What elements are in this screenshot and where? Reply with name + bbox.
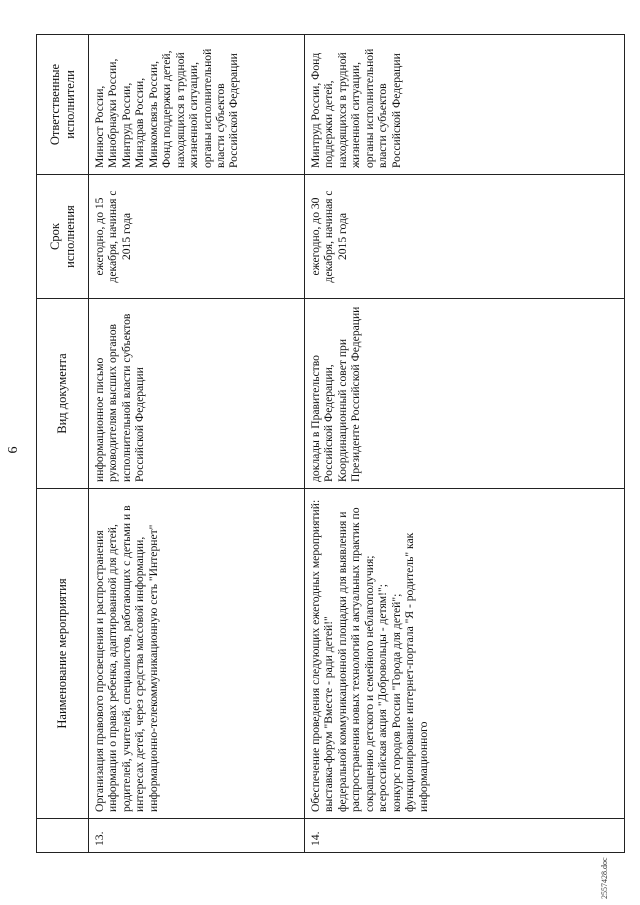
row-name-line: функционирование интернет-портала "Я - родитель" как информационного (403, 532, 430, 812)
table-header-row (37, 35, 89, 853)
header-doc-type: Вид документа (37, 299, 89, 489)
table-row (89, 35, 305, 853)
row-doc-type: доклады в Правительство Российской Федерации, Координационный совет при Президенте Российской Федерации (305, 299, 625, 489)
header-number (37, 819, 89, 853)
document-id: 2557428.doc (600, 857, 609, 899)
header-responsible-line1: Ответственные (48, 63, 62, 146)
action-plan-table (36, 34, 625, 853)
row-name-line: федеральной коммуникационной площадки для выявления и распространения новых технологий и актуальных практик по сокращению детского и семейного неблагополучия; (335, 507, 376, 812)
row-name-line: Обеспечение проведения следующих ежегодных мероприятий: (309, 499, 322, 812)
table-row (305, 35, 625, 853)
row-doc-type: информационное письмо руководителям высших органов исполнительной власти субъектов Российской Федерации (89, 299, 305, 489)
page-number: 6 (6, 446, 21, 454)
row-responsible: Минюст России, Минобрнауки России, Минтруд России, Минздрав России, Минкомсвязь России, Фонд поддержки детей, находящихся в трудной жизненной ситуации, органы исполнительной власти субъектов Российской Федерации (89, 35, 305, 175)
row-term: ежегодно, до 30 декабря, начиная с 2015 года (305, 175, 625, 299)
row-number: 13. (89, 819, 305, 853)
header-term-line2: исполнения (62, 205, 77, 268)
row-name (305, 489, 625, 819)
header-responsible-line2: исполнители (62, 70, 77, 139)
header-name: Наименование мероприятия (37, 489, 89, 819)
row-name-line: выставка-форум "Вместе - ради детей!" (322, 616, 336, 812)
header-responsible (37, 35, 89, 175)
row-term: ежегодно, до 15 декабря, начиная с 2015 года (89, 175, 305, 299)
row-name: Организация правового просвещения и распространения информации о правах ребенка, адаптированной для детей, родителей, учителей, специалистов, работающих с детьми и в интересах детей, через средства массовой информации, информационно-телекоммуникационную сеть "Интернет" (89, 489, 305, 819)
row-responsible: Минтруд России, Фонд поддержки детей, находящихся в трудной жизненной ситуации, органы исполнительной власти субъектов Российской Федерации (305, 35, 625, 175)
header-term (37, 175, 89, 299)
header-term-line1: Срок (48, 223, 62, 250)
row-number: 14. (305, 819, 625, 853)
row-name-line: конкурс городов России "Города для детей"; (389, 593, 403, 812)
row-name-line: всероссийская акция "Добровольцы - детям!"; (376, 584, 390, 812)
